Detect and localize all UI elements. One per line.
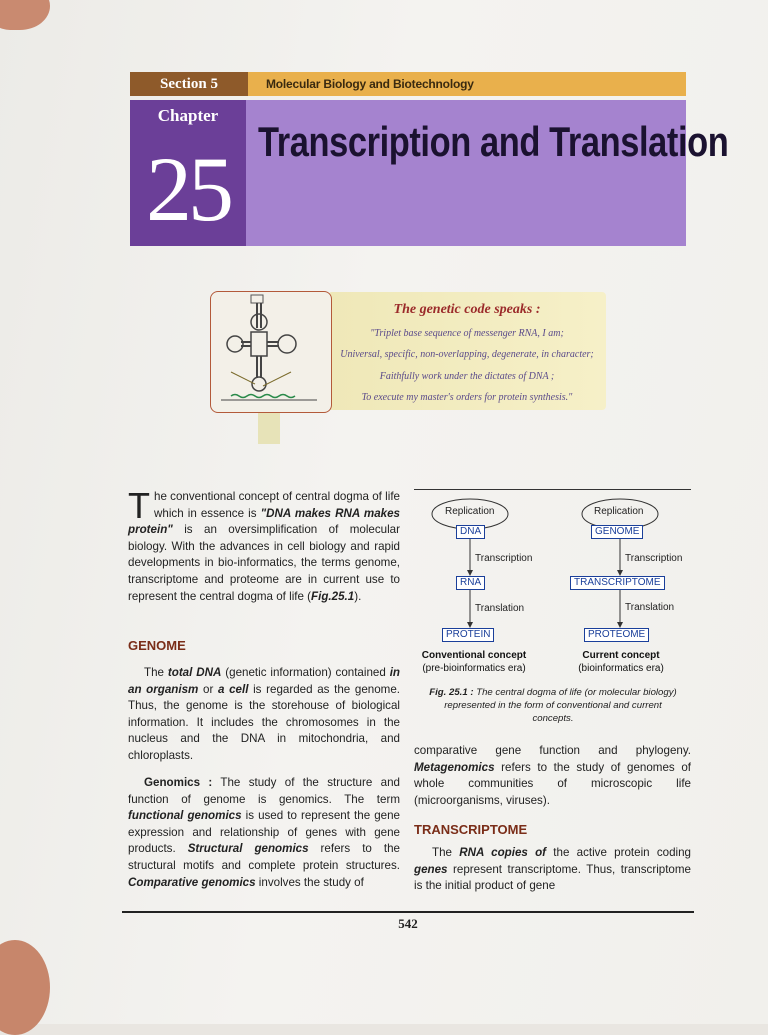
fig-replication-left: Replication [445, 506, 495, 517]
trna-illustration [210, 291, 332, 413]
genomics-paragraph [128, 775, 400, 891]
text: The [432, 846, 460, 859]
intro-text: he conventional concept of central dogma of life which in essence is [154, 490, 400, 520]
intro-text: ). [354, 589, 362, 603]
text: represent transcriptome. Thus, transcriptome is the initial product of gene [414, 862, 691, 893]
right-paragraph [414, 743, 691, 809]
fig-right-caption-sub: (bioinformatics era) [578, 663, 664, 674]
genome-paragraph [128, 665, 400, 765]
text-emph: RNA copies of [459, 846, 547, 859]
text: the active protein coding [546, 846, 691, 859]
code-shadow [258, 410, 280, 444]
text-emph: Metagenomics [414, 760, 495, 774]
fig-transcription-right: Transcription [625, 553, 683, 564]
fig-replication-right: Replication [594, 506, 644, 517]
text-emph: a cell [218, 682, 249, 696]
figure-caption-label: Fig. 25.1 : [429, 687, 474, 698]
fig-right-caption-title: Current concept [582, 650, 660, 661]
text: The study of the structure and function of genome is genomics. The term [128, 776, 400, 806]
text: refers to the study of genomes of whole communities of microscopic life (microorganisms, viruses). [414, 760, 691, 807]
transcriptome-heading: TRANSCRIPTOME [414, 822, 528, 837]
text: The [144, 666, 168, 679]
intro-paragraph [128, 485, 400, 605]
genome-heading: GENOME [128, 638, 186, 653]
fig-ref: Fig.25.1 [311, 589, 355, 603]
fig-protein-box: PROTEIN [442, 628, 494, 642]
fig-transcriptome-box: TRANSCRIPTOME [570, 576, 665, 590]
text: (genetic information) contained [221, 666, 390, 679]
chapter-number: 25 [146, 138, 230, 240]
code-line: To execute my master's orders for protein synthesis." [361, 392, 573, 403]
text-emph: in an organism [128, 666, 401, 696]
text: is regarded as the genome. Thus, the genome is the storehouse of biological information. It includes the chromosomes in the nucleus and the DNA in mitochondria, and chloroplasts. [128, 682, 400, 762]
text: refers to the structural motifs and complete protein structures. [128, 842, 400, 872]
fig-proteome-box: PROTEOME [584, 628, 649, 642]
code-title: The genetic code speaks : [393, 302, 541, 317]
fig-translation-right: Translation [625, 602, 675, 613]
fig-dna-box: DNA [456, 525, 485, 539]
bottom-rule [122, 911, 694, 913]
code-line: Universal, specific, non-overlapping, degenerate, in character; [340, 349, 594, 360]
text-emph: Structural genomics [187, 842, 309, 856]
finger [0, 0, 50, 30]
chapter-word: Chapter [157, 106, 219, 125]
fig-left-caption-title: Conventional concept [421, 650, 527, 661]
intro-text: is an oversimplification of molecular biology. With the advances in cell biology and rapid developments in bio-informatics, the terms genome, transcriptome and proteome are in current use to represent the central dogma of life ( [128, 523, 400, 603]
transcriptome-paragraph [414, 845, 691, 895]
section-title: Molecular Biology and Biotechnology [266, 77, 474, 91]
trna-icon [211, 292, 331, 412]
text-emph: Comparative genomics [128, 875, 256, 889]
finger [0, 940, 50, 1035]
text-emph: total DNA [167, 666, 222, 679]
dropcap: T [128, 485, 150, 526]
chapter-box [130, 100, 246, 246]
text-emph: genes [414, 862, 448, 876]
text: involves the study of [255, 875, 364, 889]
text: or [198, 682, 218, 696]
code-line: Faithfully work under the dictates of DNA ; [379, 371, 555, 382]
figure-caption-text: The central dogma of life (or molecular biology) represented in the form of conventional and current concepts. [444, 687, 677, 724]
fig-translation-left: Translation [475, 603, 525, 614]
fig-transcription-left: Transcription [475, 553, 533, 564]
fig-genome-box: GENOME [591, 525, 643, 539]
text-emph: functional genomics [128, 809, 242, 823]
fig-left-caption-sub: (pre-bioinformatics era) [422, 663, 526, 674]
chapter-title: Transcription and Translation [258, 118, 729, 165]
text-bold: Genomics : [144, 776, 213, 789]
section-label: Section 5 [130, 72, 248, 96]
figure-caption [424, 686, 682, 725]
intro-quote: "DNA makes RNA makes protein" [128, 506, 400, 537]
code-line: "Triplet base sequence of messenger RNA, I am; [370, 328, 564, 339]
text: comparative gene function and phylogeny. [414, 744, 691, 757]
page-number: 542 [398, 916, 418, 931]
fig-rna-box: RNA [456, 576, 485, 590]
text: is used to represent the gene expression and relationship of genes with gene products. [128, 809, 400, 856]
